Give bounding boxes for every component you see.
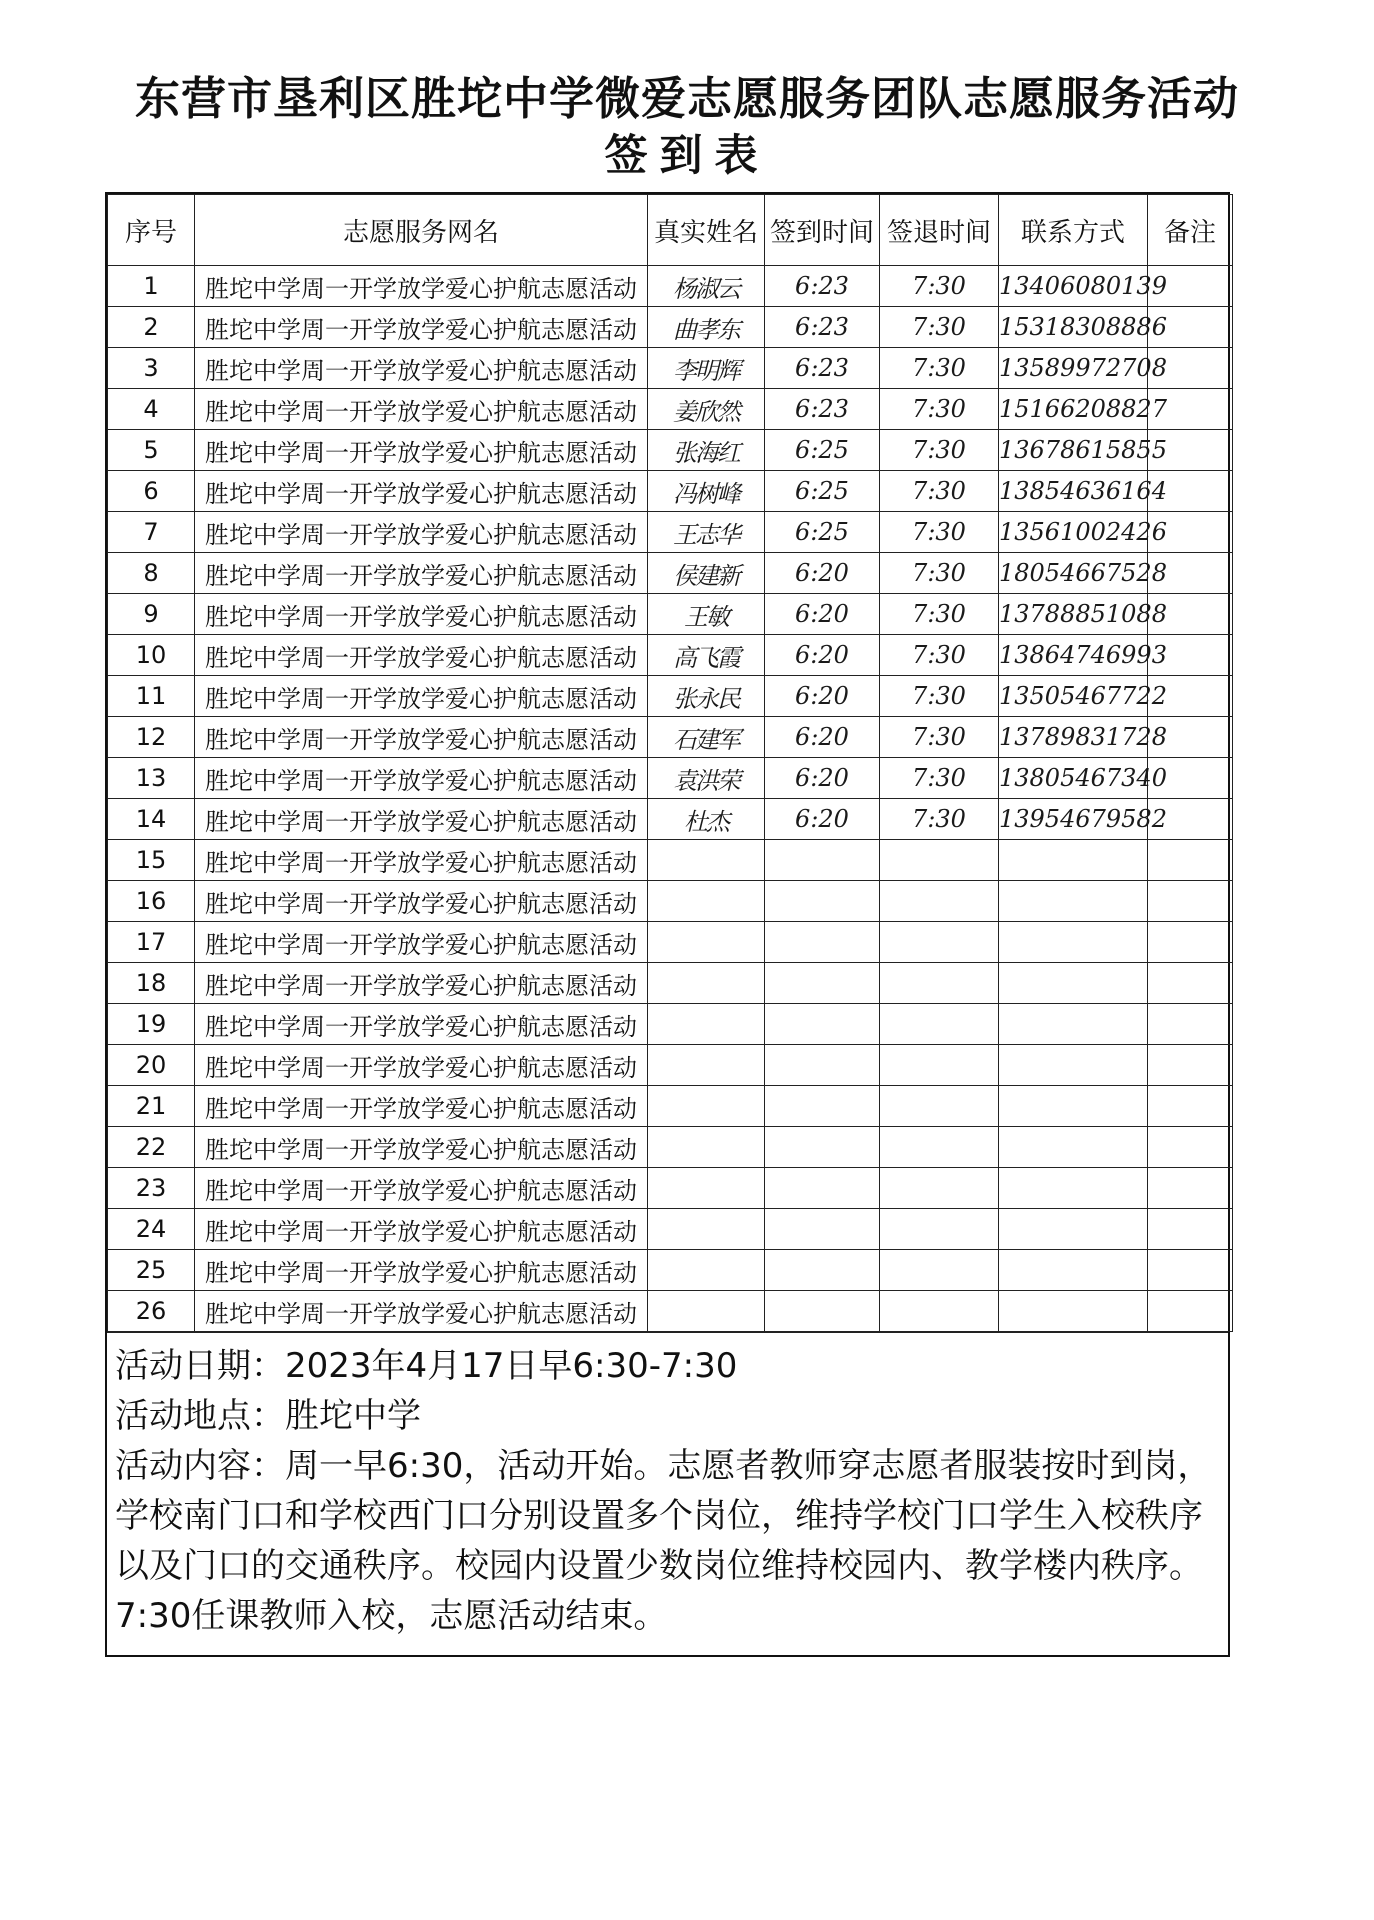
cell-service-name: 胜坨中学周一开学放学爱心护航志愿活动 [195, 840, 648, 881]
activity-notes [107, 1332, 1228, 1655]
cell-contact [999, 1086, 1148, 1127]
cell-sign-in-time: 6:20 [765, 799, 880, 840]
cell-contact [999, 963, 1148, 1004]
cell-seq: 9 [108, 594, 195, 635]
cell-real-name [648, 1086, 765, 1127]
cell-contact: 13505467722 [999, 676, 1148, 717]
table-row [108, 840, 1233, 881]
cell-seq: 26 [108, 1291, 195, 1332]
activity-content: 活动内容：周一早6:30，活动开始。志愿者教师穿志愿者服装按时到岗，学校南门口和学校西门口分别设置多个岗位，维持学校门口学生入校秩序以及门口的交通秩序。校园内设置少数岗位维持校园内、教学楼内秩序。7:30任课教师入校，志愿活动结束。 [115, 1446, 1212, 1636]
cell-sign-in-time: 6:25 [765, 471, 880, 512]
cell-service-name: 胜坨中学周一开学放学爱心护航志愿活动 [195, 553, 648, 594]
cell-service-name: 胜坨中学周一开学放学爱心护航志愿活动 [195, 963, 648, 1004]
cell-seq: 21 [108, 1086, 195, 1127]
cell-contact: 13788851088 [999, 594, 1148, 635]
table-row [108, 1291, 1233, 1332]
cell-service-name: 胜坨中学周一开学放学爱心护航志愿活动 [195, 1168, 648, 1209]
cell-remark [1148, 1045, 1233, 1086]
table-row [108, 922, 1233, 963]
cell-seq: 8 [108, 553, 195, 594]
cell-real-name: 杨淑云 [648, 266, 765, 307]
cell-sign-in-time [765, 1004, 880, 1045]
cell-real-name [648, 1250, 765, 1291]
cell-sign-in-time: 6:23 [765, 307, 880, 348]
table-row [108, 512, 1233, 553]
cell-seq: 22 [108, 1127, 195, 1168]
cell-sign-out-time [880, 1291, 999, 1332]
cell-service-name: 胜坨中学周一开学放学爱心护航志愿活动 [195, 307, 648, 348]
cell-contact [999, 1127, 1148, 1168]
cell-remark [1148, 963, 1233, 1004]
table-row [108, 266, 1233, 307]
cell-contact [999, 1250, 1148, 1291]
table-row [108, 676, 1233, 717]
cell-real-name: 张海红 [648, 430, 765, 471]
cell-sign-out-time: 7:30 [880, 512, 999, 553]
cell-remark [1148, 1209, 1233, 1250]
cell-seq: 25 [108, 1250, 195, 1291]
cell-sign-in-time: 6:23 [765, 389, 880, 430]
cell-real-name: 李明辉 [648, 348, 765, 389]
cell-sign-in-time [765, 922, 880, 963]
header-sign-in-time: 签到时间 [765, 195, 880, 266]
cell-sign-out-time [880, 1168, 999, 1209]
cell-sign-in-time [765, 1168, 880, 1209]
cell-real-name: 王敏 [648, 594, 765, 635]
cell-seq: 23 [108, 1168, 195, 1209]
cell-contact [999, 1291, 1148, 1332]
cell-seq: 3 [108, 348, 195, 389]
header-real-name: 真实姓名 [648, 195, 765, 266]
cell-sign-out-time [880, 922, 999, 963]
cell-service-name: 胜坨中学周一开学放学爱心护航志愿活动 [195, 1209, 648, 1250]
cell-sign-in-time: 6:20 [765, 635, 880, 676]
cell-seq: 13 [108, 758, 195, 799]
cell-service-name: 胜坨中学周一开学放学爱心护航志愿活动 [195, 676, 648, 717]
cell-contact: 13678615855 [999, 430, 1148, 471]
cell-contact: 15318308886 [999, 307, 1148, 348]
cell-seq: 19 [108, 1004, 195, 1045]
cell-real-name: 杜杰 [648, 799, 765, 840]
cell-service-name: 胜坨中学周一开学放学爱心护航志愿活动 [195, 1004, 648, 1045]
table-row [108, 1250, 1233, 1291]
cell-contact [999, 1209, 1148, 1250]
cell-service-name: 胜坨中学周一开学放学爱心护航志愿活动 [195, 1045, 648, 1086]
cell-contact: 13789831728 [999, 717, 1148, 758]
cell-sign-out-time: 7:30 [880, 389, 999, 430]
cell-service-name: 胜坨中学周一开学放学爱心护航志愿活动 [195, 717, 648, 758]
table-row [108, 1209, 1233, 1250]
cell-sign-in-time: 6:23 [765, 266, 880, 307]
cell-contact: 13406080139 [999, 266, 1148, 307]
table-row [108, 1004, 1233, 1045]
cell-remark [1148, 1250, 1233, 1291]
cell-real-name: 冯树峰 [648, 471, 765, 512]
cell-service-name: 胜坨中学周一开学放学爱心护航志愿活动 [195, 1086, 648, 1127]
cell-contact [999, 1045, 1148, 1086]
cell-service-name: 胜坨中学周一开学放学爱心护航志愿活动 [195, 922, 648, 963]
cell-seq: 5 [108, 430, 195, 471]
cell-service-name: 胜坨中学周一开学放学爱心护航志愿活动 [195, 389, 648, 430]
cell-sign-in-time [765, 963, 880, 1004]
cell-sign-out-time: 7:30 [880, 635, 999, 676]
cell-sign-in-time: 6:25 [765, 430, 880, 471]
cell-sign-out-time: 7:30 [880, 594, 999, 635]
table-row [108, 307, 1233, 348]
cell-service-name: 胜坨中学周一开学放学爱心护航志愿活动 [195, 471, 648, 512]
cell-real-name: 张永民 [648, 676, 765, 717]
cell-real-name [648, 1209, 765, 1250]
cell-remark [1148, 1086, 1233, 1127]
cell-real-name: 高飞霞 [648, 635, 765, 676]
cell-contact: 13589972708 [999, 348, 1148, 389]
cell-seq: 14 [108, 799, 195, 840]
cell-real-name [648, 840, 765, 881]
cell-seq: 12 [108, 717, 195, 758]
cell-sign-in-time [765, 1291, 880, 1332]
table-row [108, 881, 1233, 922]
table-row [108, 1168, 1233, 1209]
cell-service-name: 胜坨中学周一开学放学爱心护航志愿活动 [195, 430, 648, 471]
cell-contact [999, 840, 1148, 881]
cell-remark [1148, 1291, 1233, 1332]
header-contact: 联系方式 [999, 195, 1148, 266]
cell-contact: 13864746993 [999, 635, 1148, 676]
cell-real-name: 曲孝东 [648, 307, 765, 348]
cell-sign-out-time: 7:30 [880, 471, 999, 512]
cell-seq: 20 [108, 1045, 195, 1086]
cell-sign-in-time [765, 1086, 880, 1127]
cell-sign-out-time: 7:30 [880, 799, 999, 840]
table-row [108, 1086, 1233, 1127]
table-row [108, 553, 1233, 594]
cell-real-name [648, 1127, 765, 1168]
cell-real-name: 姜欣然 [648, 389, 765, 430]
cell-real-name: 侯建新 [648, 553, 765, 594]
table-row [108, 348, 1233, 389]
cell-sign-out-time [880, 1250, 999, 1291]
cell-remark [1148, 922, 1233, 963]
cell-seq: 11 [108, 676, 195, 717]
cell-service-name: 胜坨中学周一开学放学爱心护航志愿活动 [195, 635, 648, 676]
cell-seq: 17 [108, 922, 195, 963]
cell-seq: 18 [108, 963, 195, 1004]
cell-real-name [648, 963, 765, 1004]
cell-seq: 4 [108, 389, 195, 430]
cell-remark [1148, 1127, 1233, 1168]
cell-remark [1148, 840, 1233, 881]
table-row [108, 799, 1233, 840]
cell-sign-out-time [880, 1209, 999, 1250]
header-sign-out-time: 签退时间 [880, 195, 999, 266]
cell-seq: 15 [108, 840, 195, 881]
cell-service-name: 胜坨中学周一开学放学爱心护航志愿活动 [195, 799, 648, 840]
table-row [108, 717, 1233, 758]
document-title: 东营市垦利区胜坨中学微爱志愿服务团队志愿服务活动 [134, 72, 1239, 125]
table-row [108, 1127, 1233, 1168]
cell-sign-in-time [765, 840, 880, 881]
table-body [108, 266, 1233, 1332]
sign-in-table [107, 194, 1233, 1332]
cell-contact: 13954679582 [999, 799, 1148, 840]
header-seq: 序号 [108, 195, 195, 266]
cell-seq: 24 [108, 1209, 195, 1250]
table-row [108, 594, 1233, 635]
cell-sign-in-time: 6:20 [765, 594, 880, 635]
cell-service-name: 胜坨中学周一开学放学爱心护航志愿活动 [195, 758, 648, 799]
cell-contact: 13854636164 [999, 471, 1148, 512]
cell-sign-in-time: 6:20 [765, 553, 880, 594]
document-subtitle: 签到表 [604, 131, 770, 181]
cell-contact: 13561002426 [999, 512, 1148, 553]
cell-seq: 6 [108, 471, 195, 512]
cell-sign-out-time [880, 1004, 999, 1045]
cell-service-name: 胜坨中学周一开学放学爱心护航志愿活动 [195, 512, 648, 553]
cell-real-name [648, 881, 765, 922]
cell-sign-out-time: 7:30 [880, 758, 999, 799]
cell-sign-out-time [880, 1127, 999, 1168]
cell-sign-in-time [765, 1209, 880, 1250]
cell-sign-out-time: 7:30 [880, 430, 999, 471]
cell-contact [999, 922, 1148, 963]
cell-sign-out-time: 7:30 [880, 266, 999, 307]
cell-contact [999, 881, 1148, 922]
cell-sign-in-time: 6:23 [765, 348, 880, 389]
cell-real-name [648, 1168, 765, 1209]
cell-sign-in-time: 6:20 [765, 758, 880, 799]
cell-sign-in-time: 6:25 [765, 512, 880, 553]
activity-location: 活动地点：胜坨中学 [115, 1396, 421, 1436]
table-row [108, 635, 1233, 676]
cell-sign-in-time: 6:20 [765, 676, 880, 717]
cell-sign-in-time [765, 881, 880, 922]
cell-remark [1148, 1004, 1233, 1045]
cell-real-name [648, 1045, 765, 1086]
cell-service-name: 胜坨中学周一开学放学爱心护航志愿活动 [195, 348, 648, 389]
cell-real-name [648, 922, 765, 963]
cell-sign-in-time [765, 1127, 880, 1168]
cell-contact: 13805467340 [999, 758, 1148, 799]
cell-sign-out-time [880, 881, 999, 922]
cell-seq: 16 [108, 881, 195, 922]
header-remark: 备注 [1148, 195, 1233, 266]
cell-sign-out-time: 7:30 [880, 676, 999, 717]
cell-remark [1148, 1168, 1233, 1209]
cell-sign-in-time [765, 1250, 880, 1291]
cell-contact [999, 1168, 1148, 1209]
cell-sign-out-time: 7:30 [880, 553, 999, 594]
cell-contact: 18054667528 [999, 553, 1148, 594]
table-row [108, 758, 1233, 799]
cell-contact: 15166208827 [999, 389, 1148, 430]
table-row [108, 430, 1233, 471]
activity-date: 活动日期：2023年4月17日早6:30-7:30 [115, 1346, 738, 1386]
cell-seq: 2 [108, 307, 195, 348]
cell-service-name: 胜坨中学周一开学放学爱心护航志愿活动 [195, 266, 648, 307]
cell-contact [999, 1004, 1148, 1045]
cell-service-name: 胜坨中学周一开学放学爱心护航志愿活动 [195, 594, 648, 635]
table-row [108, 1045, 1233, 1086]
cell-sign-out-time [880, 1045, 999, 1086]
cell-sign-out-time [880, 1086, 999, 1127]
table-row [108, 471, 1233, 512]
cell-sign-out-time: 7:30 [880, 348, 999, 389]
cell-service-name: 胜坨中学周一开学放学爱心护航志愿活动 [195, 1127, 648, 1168]
cell-seq: 10 [108, 635, 195, 676]
cell-real-name [648, 1004, 765, 1045]
cell-remark [1148, 881, 1233, 922]
cell-real-name: 袁洪荣 [648, 758, 765, 799]
table-row [108, 963, 1233, 1004]
cell-real-name: 王志华 [648, 512, 765, 553]
cell-sign-out-time: 7:30 [880, 717, 999, 758]
cell-seq: 1 [108, 266, 195, 307]
header-service-name: 志愿服务网名 [195, 195, 648, 266]
table-row [108, 389, 1233, 430]
cell-sign-out-time [880, 840, 999, 881]
cell-service-name: 胜坨中学周一开学放学爱心护航志愿活动 [195, 881, 648, 922]
cell-seq: 7 [108, 512, 195, 553]
cell-real-name: 石建军 [648, 717, 765, 758]
cell-sign-out-time: 7:30 [880, 307, 999, 348]
sign-in-sheet [105, 192, 1230, 1657]
cell-sign-in-time: 6:20 [765, 717, 880, 758]
table-header-row [108, 195, 1233, 266]
cell-service-name: 胜坨中学周一开学放学爱心护航志愿活动 [195, 1291, 648, 1332]
cell-service-name: 胜坨中学周一开学放学爱心护航志愿活动 [195, 1250, 648, 1291]
cell-sign-out-time [880, 963, 999, 1004]
cell-sign-in-time [765, 1045, 880, 1086]
cell-real-name [648, 1291, 765, 1332]
